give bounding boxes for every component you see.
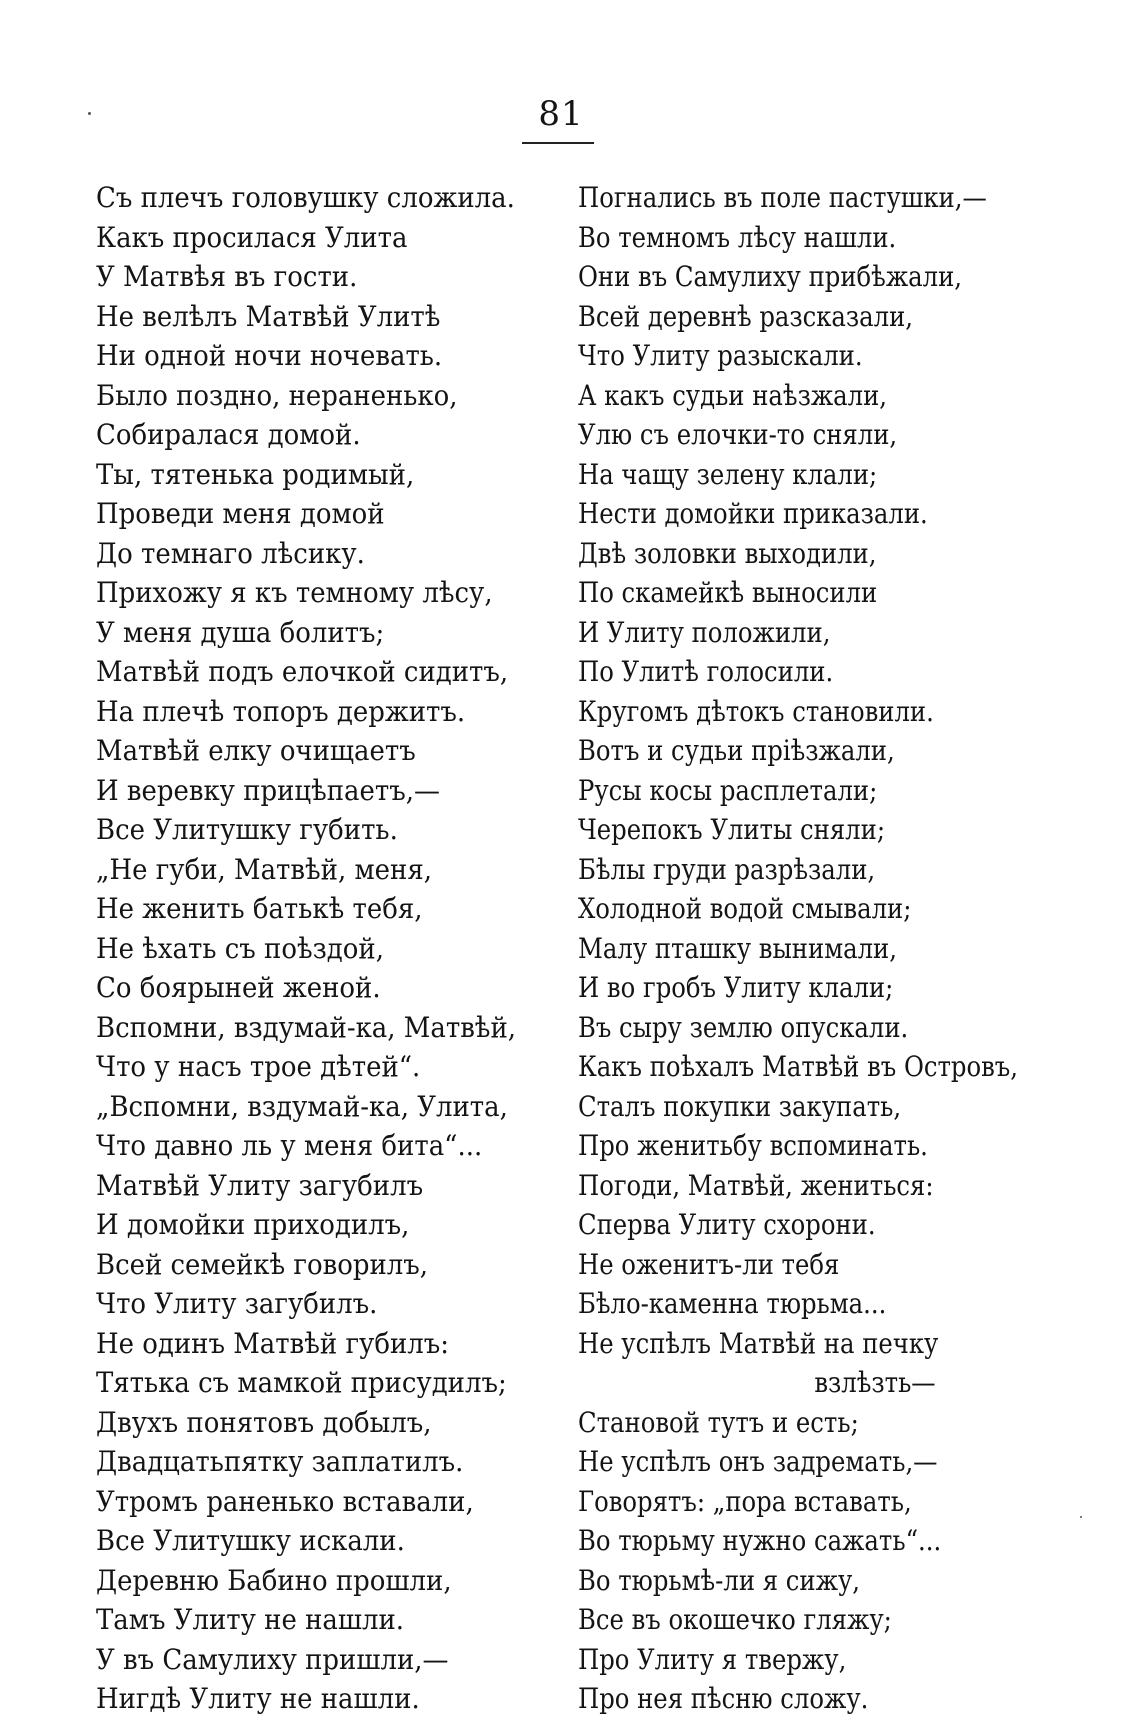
verse-line: Было поздно, нераненько,	[96, 378, 458, 412]
verse-line: Во тюрьмѣ-ли я сижу,	[578, 1563, 861, 1597]
verse-line: Вспомни, вздумай-ка, Матвѣй,	[96, 1010, 517, 1044]
verse-line: По скамейкѣ выносили	[578, 576, 878, 609]
verse-line: И веревку прицѣпаетъ,—	[96, 773, 440, 807]
verse-line: И Улиту положили,	[578, 615, 831, 649]
verse-line: Холодной водой смывали;	[578, 892, 912, 925]
verse-line: Что у насъ трое дѣтей“.	[96, 1050, 421, 1083]
verse-line: Матвѣй Улиту загубилъ	[96, 1168, 424, 1202]
verse-line: До темнаго лѣсику.	[96, 536, 365, 570]
verse-line: Тятька съ мамкой присудилъ;	[96, 1366, 507, 1399]
verse-line: Черепокъ Улиты сняли;	[578, 813, 886, 846]
verse-line: Бѣло-каменна тюрьма...	[578, 1287, 887, 1320]
verse-line: Матвѣй подъ елочкой сидитъ,	[96, 655, 509, 688]
verse-line: У въ Самулиху пришли,—	[96, 1642, 449, 1676]
verse-line: Говорятъ: „пора вставать,	[578, 1484, 912, 1518]
verse-line: Сперва Улиту схорони.	[578, 1208, 876, 1241]
verse-line: Деревню Бабино прошли,	[96, 1563, 452, 1597]
verse-line: У меня душа болитъ;	[96, 615, 385, 649]
verse-line: „Не губи, Матвѣй, меня,	[96, 852, 432, 886]
verse-line: Ты, тятенька родимый,	[96, 457, 415, 491]
verse-line: Все въ окошечко гляжу;	[578, 1603, 892, 1636]
verse-line: На плечѣ топоръ держитъ.	[96, 694, 466, 728]
verse-line: Про нея пѣсню сложу.	[578, 1682, 869, 1715]
verse-line: Нести домойки приказали.	[578, 497, 928, 530]
verse-line: Всей деревнѣ разсказали,	[578, 299, 914, 333]
verse-line: „Вспомни, вздумай-ка, Улита,	[96, 1089, 508, 1123]
verse-line: Всей семейкѣ говорилъ,	[96, 1247, 429, 1281]
left-column	[96, 178, 517, 1719]
print-speck	[1080, 1516, 1082, 1518]
verse-line: Ни одной ночи ночевать.	[96, 339, 443, 372]
verse-line: Про женитьбу вспоминать.	[578, 1129, 928, 1162]
page-number: 81	[538, 94, 584, 134]
verse-line: Вотъ и судьи прiѣзжали,	[578, 734, 895, 767]
verse-line: По Улитѣ голосили.	[578, 655, 834, 688]
verse-line: Малу пташку вынимали,	[578, 931, 897, 965]
verse-line: Двухъ понятовъ добылъ,	[96, 1405, 432, 1439]
verse-line: Не велѣлъ Матвѣй Улитѣ	[96, 299, 441, 333]
verse-line: Какъ просилася Улита	[96, 220, 408, 254]
verse-line: Погоди, Матвѣй, жениться:	[578, 1168, 934, 1202]
verse-line: Со боярыней женой.	[96, 971, 381, 1004]
verse-line: Прихожу я къ темному лѣсу,	[96, 576, 493, 609]
verse-line: Не ѣхать съ поѣздой,	[96, 931, 384, 965]
verse-line: Все Улитушку губить.	[96, 813, 398, 846]
verse-line: взлѣзть—	[814, 1366, 936, 1399]
verse-line: Матвѣй елку очищаетъ	[96, 734, 416, 767]
verse-line: Кругомъ дѣтокъ становили.	[578, 694, 934, 728]
verse-line: Погнались въ поле пастушки,—	[578, 181, 987, 214]
verse-line: Не одинъ Матвѣй губилъ:	[96, 1326, 449, 1360]
verse-line: Становой тутъ и есть;	[578, 1405, 859, 1439]
print-speck	[88, 112, 91, 115]
verse-line: А какъ судьи наѣзжали,	[578, 378, 888, 412]
verse-line: Русы косы расплетали;	[578, 773, 878, 807]
verse-line: Двѣ золовки выходили,	[578, 536, 877, 570]
verse-line: Съ плечъ головушку сложила.	[96, 181, 515, 214]
verse-line: Что давно ль у меня бита“...	[96, 1129, 483, 1162]
verse-line: На чащу зелену клали;	[578, 457, 878, 491]
verse-line: Они въ Самулиху прибѣжали,	[578, 260, 963, 293]
verse-line: Не успѣлъ Матвѣй на печку	[578, 1326, 939, 1360]
verse-line: И домойки приходилъ,	[96, 1208, 410, 1241]
verse-line: Не женить батькѣ тебя,	[96, 892, 423, 925]
verse-line: И во гробъ Улиту клали;	[578, 971, 894, 1004]
verse-line: Во темномъ лѣсу нашли.	[578, 220, 897, 254]
verse-line: Проведи меня домой	[96, 497, 385, 530]
verse-line: Утромъ раненько вставали,	[96, 1484, 474, 1518]
verse-line: Двадцатьпятку заплатилъ.	[96, 1445, 464, 1478]
verse-line: Не успѣлъ онъ задремать,—	[578, 1445, 938, 1478]
page-number-rule	[522, 142, 594, 144]
verse-line: Во тюрьму нужно сажать“...	[578, 1524, 942, 1557]
verse-line: Какъ поѣхалъ Матвѣй въ Островъ,	[578, 1050, 1018, 1083]
verse-line: У Матвѣя въ гости.	[96, 260, 358, 293]
verse-line: Что Улиту разыскали.	[578, 339, 863, 372]
verse-line: Сталъ покупки закупать,	[578, 1089, 902, 1123]
verse-line: Не оженитъ-ли тебя	[578, 1247, 840, 1281]
verse-line: Тамъ Улиту не нашли.	[96, 1603, 405, 1636]
verse-line: Собиралася домой.	[96, 418, 361, 451]
verse-line: Улю съ елочки-то сняли,	[578, 418, 898, 451]
verse-line: Все Улитушку искали.	[96, 1524, 405, 1557]
right-column	[578, 178, 1018, 1719]
verse-line: Что Улиту загубилъ.	[96, 1287, 378, 1320]
verse-line: Нигдѣ Улиту не нашли.	[96, 1682, 420, 1715]
verse-line: Про Улиту я твержу,	[578, 1642, 847, 1676]
verse-line: Бѣлы груди разрѣзали,	[578, 852, 876, 886]
verse-line: Въ сыру землю опускали.	[578, 1010, 909, 1044]
